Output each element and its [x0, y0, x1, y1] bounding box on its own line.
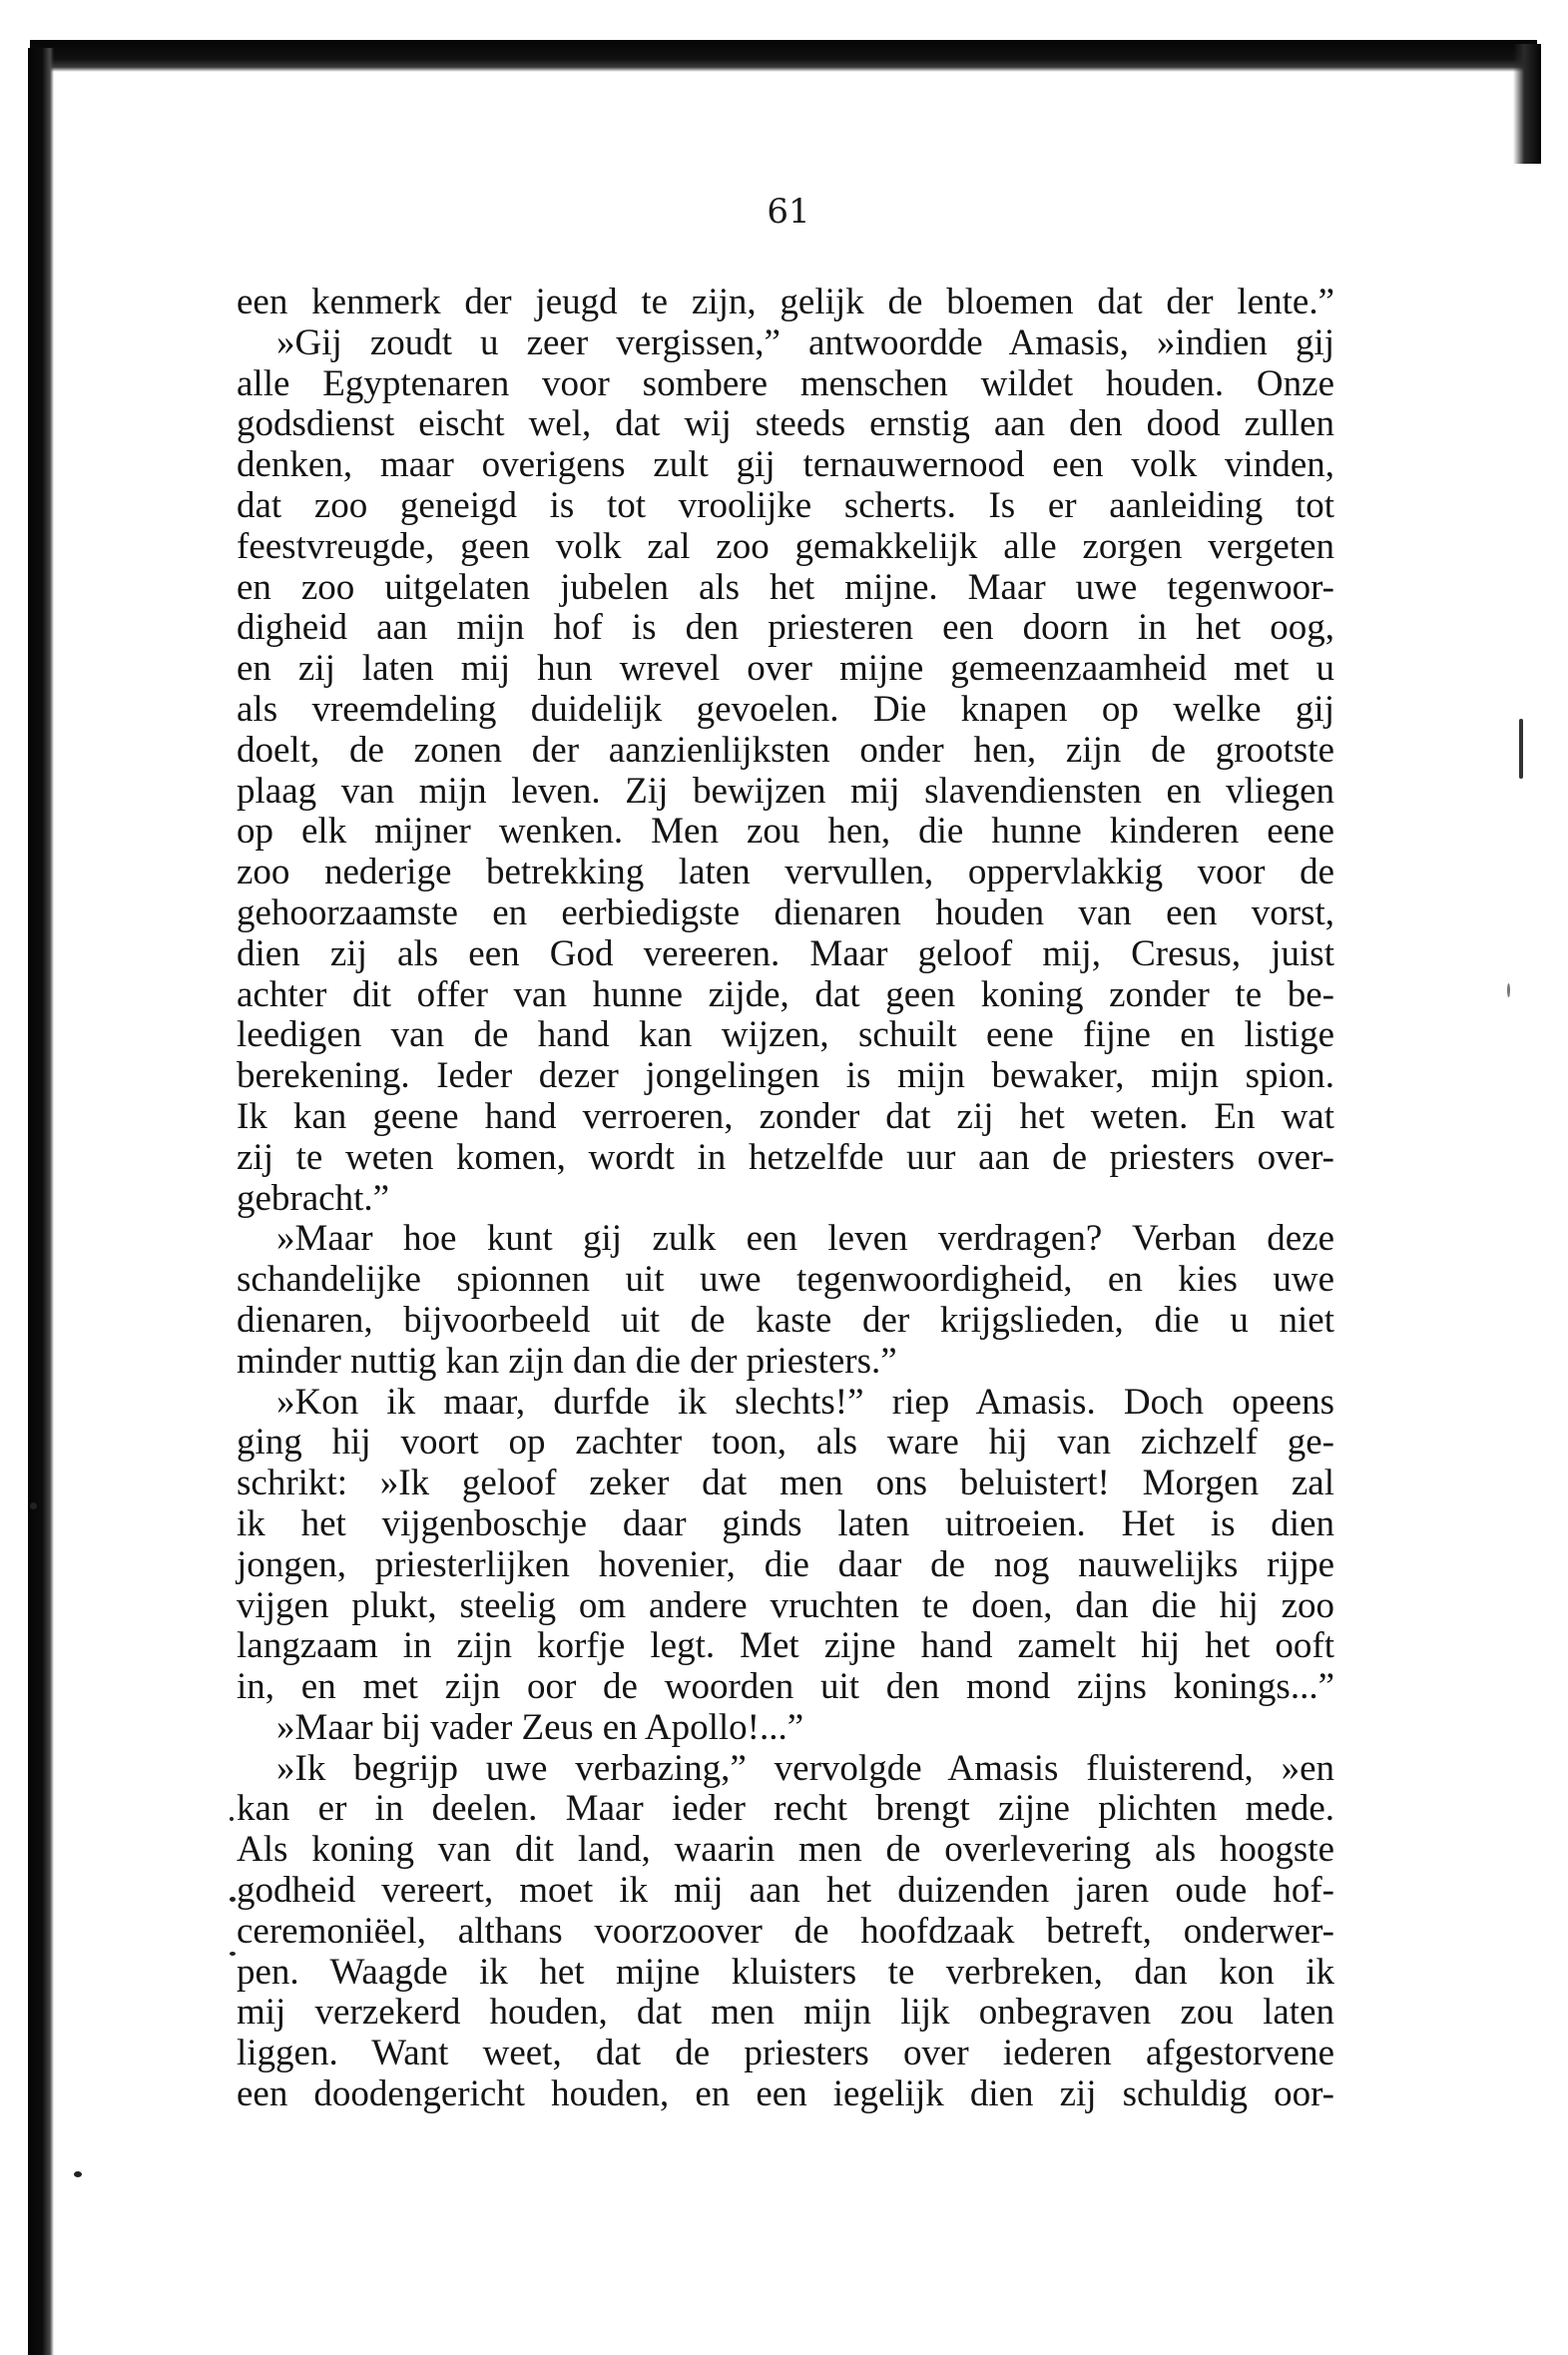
text-line: feestvreugde, geen volk zal zoo gemakkelijk alle zorgen vergeten	[237, 525, 1334, 567]
text-line: een doodengericht houden, en een iegelijk dien zij schuldig oor-	[237, 2073, 1334, 2115]
scan-border-right	[1513, 44, 1541, 164]
text-line: en zoo uitgelaten jubelen als het mijne. Maar uwe tegenwoor-	[237, 566, 1334, 608]
text-line: godsdienst eischt wel, dat wij steeds ernstig aan den dood zullen	[237, 403, 1334, 445]
text-line: minder nuttig kan zijn dan die der priesters.”	[237, 1340, 897, 1382]
text-line: alle Egyptenaren voor sombere menschen wildet houden. Onze	[237, 362, 1334, 404]
text-line: in, en met zijn oor de woorden uit den mond zijns konings...”	[237, 1666, 1334, 1708]
text-line: digheid aan mijn hof is den priesteren een doorn in het oog,	[237, 607, 1334, 649]
text-line: liggen. Want weet, dat de priesters over iederen afgestorvene	[237, 2033, 1334, 2074]
text-line: »Gij zoudt u zeer vergissen,” antwoordde Amasis, »indien gij	[276, 321, 1334, 363]
text-line: zoo nederige betrekking laten vervullen, oppervlakkig voor de	[237, 852, 1334, 893]
text-line: ceremoniëel, althans voorzoover de hoofdzaak betreft, onderwer-	[237, 1910, 1334, 1952]
text-line: Ik kan geene hand verroeren, zonder dat zij het weten. En wat	[237, 1095, 1334, 1137]
text-line: achter dit offer van hunne zijde, dat geen koning zonder te be-	[237, 973, 1334, 1015]
text-line: ik het vijgenboschje daar ginds laten uitroeien. Het is dien	[237, 1502, 1334, 1544]
text-line: denken, maar overigens zult gij ternauwernood een volk vinden,	[237, 444, 1334, 486]
text-line: een kenmerk der jeugd te zijn, gelijk de bloemen dat der lente.”	[237, 282, 1334, 322]
text-line: »Ik begrijp uwe verbazing,” vervolgde Amasis fluisterend, »en	[276, 1747, 1334, 1789]
text-line: dien zij als een God vereeren. Maar geloof mij, Cresus, juist	[237, 932, 1334, 974]
text-line: gehoorzaamste en eerbiedigste dienaren houden van een vorst,	[237, 891, 1334, 933]
text-line: pen. Waagde ik het mijne kluisters te verbreken, dan kon ik	[237, 1951, 1334, 1993]
text-line: godheid vereert, moet ik mij aan het duizenden jaren oude hof-	[237, 1870, 1334, 1912]
text-line: dienaren, bijvoorbeeld uit de kaste der krijgslieden, die u niet	[237, 1299, 1334, 1341]
text-line: zij te weten komen, wordt in hetzelfde uur aan de priesters over-	[237, 1136, 1334, 1178]
text-line: en zij laten mij hun wrevel over mijne gemeenzaamheid met u	[237, 648, 1334, 690]
text-line: Als koning van dit land, waarin men de overlevering als hoogste	[237, 1829, 1334, 1871]
text-line: vijgen plukt, steelig om andere vruchten te doen, dan die hij zoo	[237, 1584, 1334, 1626]
text-line: »Maar bij vader Zeus en Apollo!...”	[276, 1706, 804, 1748]
text-line: dat zoo geneigd is tot vroolijke scherts. Is er aanleiding tot	[237, 484, 1334, 526]
text-line: schrikt: »Ik geloof zeker dat men ons beluistert! Morgen zal	[237, 1463, 1334, 1504]
text-line: plaag van mijn leven. Zij bewijzen mij slavendiensten en vliegen	[237, 770, 1334, 812]
text-line: schandelijke spionnen uit uwe tegenwoordigheid, en kies uwe	[237, 1259, 1334, 1301]
scan-speck	[1507, 983, 1510, 997]
text-line: doelt, de zonen der aanzienlijksten onder hen, zijn de grootste	[237, 729, 1334, 771]
scan-speck	[30, 1502, 37, 1509]
text-line: mij verzekerd houden, dat men mijn lijk onbegraven zou laten	[237, 1992, 1334, 2034]
scan-speck	[230, 1952, 236, 1956]
text-line: als vreemdeling duidelijk gevoelen. Die knapen op welke gij	[237, 688, 1334, 730]
text-line: kan er in deelen. Maar ieder recht brengt zijne plichten mede.	[237, 1788, 1334, 1830]
text-line: leedigen van de hand kan wijzen, schuilt eene fijne en listige	[237, 1014, 1334, 1056]
page-number: 61	[767, 192, 810, 232]
scan-border-top	[30, 40, 1537, 72]
scan-speck	[230, 1897, 236, 1902]
text-line: jongen, priesterlijken hovenier, die daar de nog nauwelijks rijpe	[237, 1543, 1334, 1585]
text-line: »Maar hoe kunt gij zulk een leven verdragen? Verban deze	[276, 1218, 1334, 1260]
text-line: »Kon ik maar, durfde ik slechts!” riep Amasis. Doch opeens	[276, 1381, 1334, 1423]
scan-speck	[1519, 719, 1523, 779]
text-line: berekening. Ieder dezer jongelingen is mijn bewaker, mijn spion.	[237, 1055, 1334, 1097]
scan-speck	[230, 1817, 234, 1821]
text-line: langzaam in zijn korfje legt. Met zijne hand zamelt hij het ooft	[237, 1625, 1334, 1667]
text-line: ging hij voort op zachter toon, als ware hij van zichzelf ge-	[237, 1422, 1334, 1464]
scan-border-left	[28, 48, 54, 2355]
text-line: op elk mijner wenken. Men zou hen, die hunne kinderen eene	[237, 811, 1334, 853]
text-line: gebracht.”	[237, 1177, 390, 1219]
body-text	[237, 283, 1334, 2115]
scan-speck	[74, 2171, 82, 2177]
